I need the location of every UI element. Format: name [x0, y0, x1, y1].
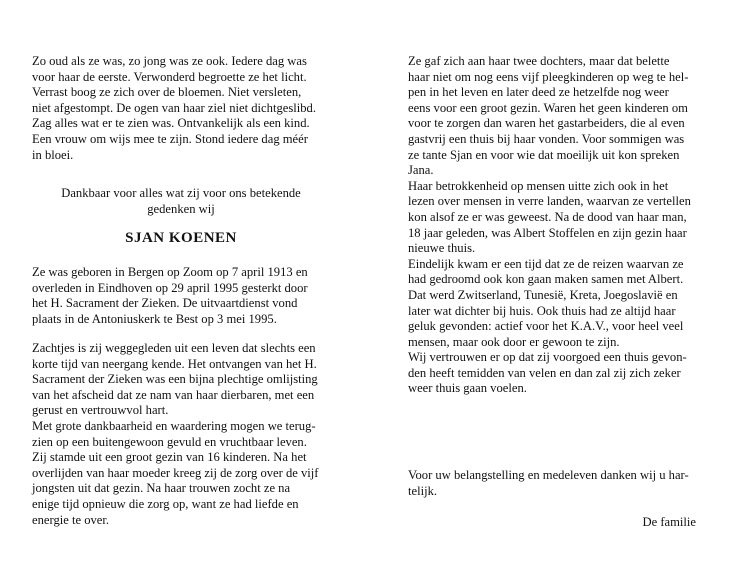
opening-poem: Zo oud als ze was, zo jong was ze ook. Iedere dag was voor haar de eerste. Verwonderd begroette ze het licht. Verrast boog ze zich over de bloemen. Niet versleten, niet afgestompt. De ogen van haar ziel niet dichtgeslibd. Zag alles wat er te zien was. Ontvankelijk als een kind. Een vrouw om wijs mee te zijn. Stond iedere dag méér in bloei.: [32, 54, 316, 162]
biographical-details: Ze was geboren in Bergen op Zoom op 7 april 1913 en overleden in Eindhoven op 29 april 1995 gesterkt door het H. Sacrament der Zieken. De uitvaartdienst vond plaats in de Antoniuskerk te Best op 3 mei 1995.: [32, 265, 308, 326]
deceased-name: SJAN KOENEN: [125, 230, 237, 246]
gratitude-line: Dankbaar voor alles wat zij voor ons betekende gedenken wij: [61, 186, 301, 216]
life-story-part-2: Ze gaf zich aan haar twee dochters, maar dat belette haar niet om nog eens vijf pleegkinderen op weg te hel- pen in het leven en later deed ze hetzelfde nog weer eens voor een groot gezin. Waren het geen kinderen om voor te zorgen dan waren het gastarbeiders, die al even gastvrij een thuis bij haar vonden. Voor sommigen was ze tante Sjan en voor wie dat moeilijk uit kon spreken Jana. Haar betrokkenheid op mensen uitte zich ook in het lezen over mensen in verre landen, waarvan ze vertellen kon alsof ze er was geweest. Na de dood van haar man, 18 jaar geleden, was Albert Stoffelen en zijn gezin haar nieuwe thuis. Eindelijk kwam er een tijd dat ze de reizen waarvan ze had gedroomd ook kon gaan maken samen met Albert. Dat werd Zwitserland, Tunesië, Kreta, Joegoslavië en later wat dichter bij huis. Ook thuis had ze altijd haar geluk gevonden: actief voor het K.A.V., voor heel veel mensen, maar ook door er gewoon te zijn. Wij vertrouwen er op dat zij voorgoed een thuis gevon- den heeft temidden van velen en dan zal zij zich zeker weer thuis gaan voelen.: [408, 54, 691, 396]
life-story-part-1: Zachtjes is zij weggegleden uit een leven dat slechts een korte tijd van neergang kende. Het ontvangen van het H. Sacrament der Zieken was een bijna plechtige omlijsting van het afscheid dat ze nam van haar dierbaren, met een gerust en vertrouwvol hart. Met grote dankbaarheid en waardering mogen we terug- zien op een buitengewoon gevuld en vruchtbaar leven. Zij stamde uit een groot gezin van 16 kinderen. Na het overlijden van haar moeder kreeg zij de zorg over de vijf jongsten uit dat gezin. Na haar trouwen zocht ze na enige tijd opnieuw die zorg op, want ze had liefde en energie te over.: [32, 341, 319, 527]
thanks-note: Voor uw belangstelling en medeleven danken wij u har- telijk.: [408, 468, 689, 498]
family-signature: De familie: [642, 515, 696, 529]
